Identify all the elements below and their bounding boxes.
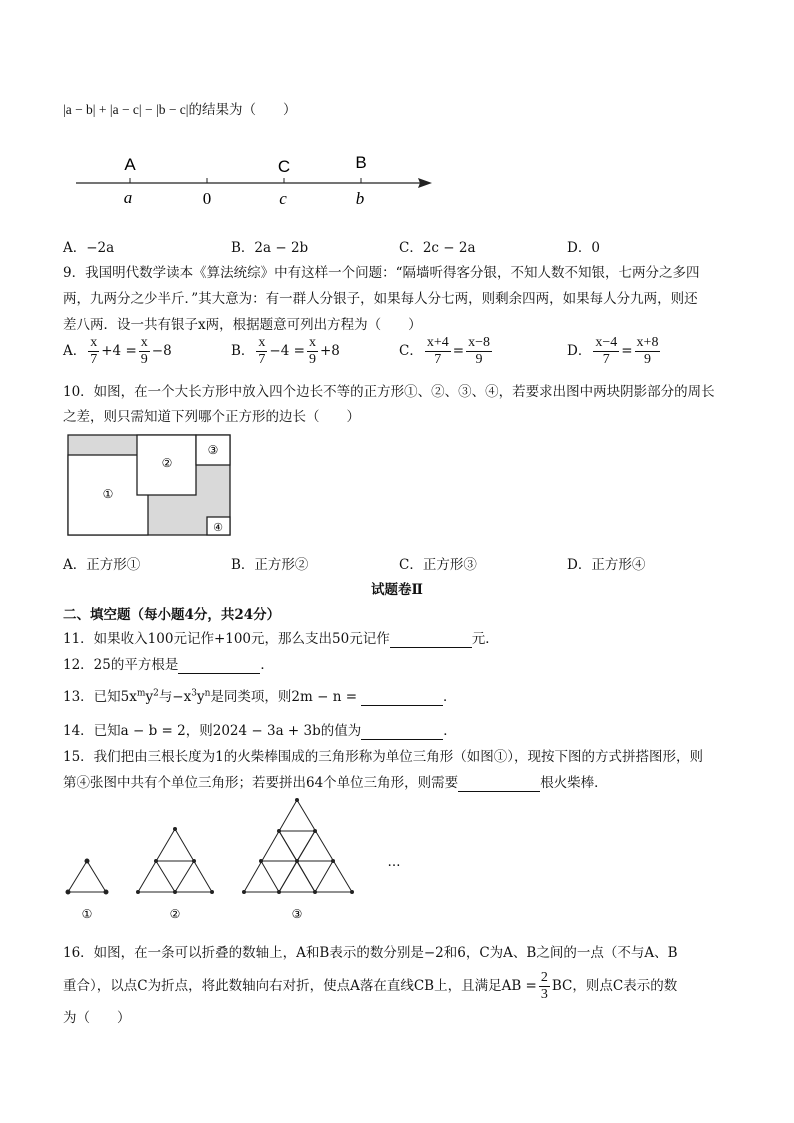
q12-answer-blank[interactable] xyxy=(178,657,260,674)
paper-title: 试题卷Ⅱ xyxy=(371,582,423,598)
q16-frac-num: 2 xyxy=(540,970,548,985)
q9-option-d-label: D． xyxy=(567,343,592,359)
q9-a-lhs-den: 7 xyxy=(90,352,98,367)
q8-stem xyxy=(63,98,297,118)
q9-b-mid: −4 = xyxy=(269,343,305,359)
q9-line-2: 两，九两分之少半斤．”其大意为：有一群人分银子，如果每人分七两，则剩余四两，如果每人分九两，则还 xyxy=(63,291,698,307)
q10-option-d[interactable]: D．正方形④ xyxy=(567,557,646,573)
value-b-label: b xyxy=(355,189,365,208)
point-B-label: B xyxy=(355,153,367,172)
q13-end: ． xyxy=(443,689,457,705)
square-1-label: ① xyxy=(102,487,114,501)
q9-a-tail: −8 xyxy=(151,343,172,359)
q9-a-lhs-num: x xyxy=(90,335,98,350)
q8-stem-text: 的结果为（ ） xyxy=(188,102,297,118)
q11-text: 11．如果收入100元记作+100元，那么支出50元记作 xyxy=(63,631,390,647)
q9-b-lhs-den: 7 xyxy=(258,352,266,367)
q10-option-a[interactable]: A．正方形① xyxy=(63,557,141,573)
figure-3-dots xyxy=(242,798,354,894)
shaded-region-top xyxy=(68,435,137,455)
q9-d-rhs-den: 9 xyxy=(644,352,651,367)
q9-b-lhs-num: x xyxy=(258,335,266,350)
q8-option-c[interactable]: C．2c − 2a xyxy=(399,240,476,256)
figure-1-label: ① xyxy=(81,907,93,921)
q8-number-line xyxy=(70,148,440,214)
q15-line-1: 15．我们把由三根长度为1的火柴棒围成的三角形称为单位三角形（如图①），现按下图的方式拼搭图形，则 xyxy=(63,749,704,765)
q16-text-1: 重合），以点C为折点，将此数轴向右对折，使点A落在直线CB上，且满足AB = xyxy=(63,978,537,994)
q9-d-mid: = xyxy=(621,343,633,359)
q10-option-c[interactable]: C．正方形③ xyxy=(399,557,477,573)
q15-line-2 xyxy=(63,771,608,792)
q15-text: 第④张图中共有个单位三角形；若要拼出64个单位三角形，则需要 xyxy=(63,775,459,791)
q13-sup-2: 2 xyxy=(153,688,159,699)
value-a-label: a xyxy=(123,188,133,207)
q9-d-lhs-den: 7 xyxy=(602,352,610,367)
q13-sup-3: 3 xyxy=(191,688,197,699)
value-0-label: 0 xyxy=(202,189,212,208)
q9-a-rhs-den: 9 xyxy=(140,352,148,367)
q9-a-rhs-num: x xyxy=(140,335,148,350)
figure-ellipsis: … xyxy=(387,855,401,870)
square-3-label: ③ xyxy=(207,443,219,457)
q10-squares-figure xyxy=(66,433,236,537)
q13-sup-n: n xyxy=(204,688,211,699)
q13-text-3: 与−x xyxy=(158,689,192,705)
q14-end: ． xyxy=(443,723,457,739)
q8-expression: |a − b| + |a − c| − |b − c| xyxy=(63,102,189,117)
q16-text-2: BC，则点C表示的数 xyxy=(551,978,678,994)
q9-option-d[interactable] xyxy=(567,335,662,368)
q16-frac-den: 3 xyxy=(540,987,548,1002)
q12-text: 12．25的平方根是 xyxy=(63,657,179,673)
figure-2-label: ② xyxy=(169,907,181,921)
q9-a-mid: +4 = xyxy=(101,343,137,359)
number-line-arrow-icon xyxy=(418,178,432,188)
q13-sup-m: m xyxy=(136,688,146,699)
q9-c-rhs-den: 9 xyxy=(475,352,483,367)
q10-option-b[interactable]: B．正方形② xyxy=(231,557,309,573)
q9-option-b-label: B． xyxy=(231,343,255,359)
q15-unit: 根火柴棒． xyxy=(540,775,608,791)
q9-option-a-label: A． xyxy=(63,343,87,359)
q13-answer-blank[interactable] xyxy=(361,689,443,706)
q9-d-rhs-num: x+8 xyxy=(636,335,659,350)
q8-option-b[interactable]: B．2a − 2b xyxy=(231,240,309,256)
q9-b-rhs-num: x xyxy=(308,335,316,350)
q13-text-5: 是同类项，则2m − n = xyxy=(210,689,358,705)
q16-line-1: 16．如图，在一条可以折叠的数轴上，A和B表示的数分别是−2和6，C为A、B之间的一点（不与A、B xyxy=(63,945,678,961)
q9-c-lhs-num: x+4 xyxy=(426,335,449,350)
q13-text-1: 13．已知5x xyxy=(63,689,137,705)
point-C-label: C xyxy=(277,157,291,176)
q8-option-d[interactable]: D．0 xyxy=(567,240,600,256)
q11 xyxy=(63,627,499,648)
figure-1 xyxy=(66,859,108,894)
figure-3 xyxy=(244,800,352,892)
section-heading: 二、填空题（每小题4分，共24分） xyxy=(63,607,281,623)
q10-line-1: 10．如图，在一个大长方形中放入四个边长不等的正方形①、②、③、④，若要求出图中两块阴影部分的周长 xyxy=(63,384,715,400)
q9-b-tail: +8 xyxy=(319,343,340,359)
q11-answer-blank[interactable] xyxy=(390,631,472,648)
q13-text-2: y xyxy=(145,689,154,705)
q15-matchstick-figures xyxy=(60,798,420,926)
q14-text: 14．已知a − b = 2，则2024 − 3a + 3b的值为 xyxy=(63,723,362,739)
q14 xyxy=(63,719,457,740)
q8-option-a[interactable]: A．−2a xyxy=(63,240,115,256)
q9-option-b[interactable] xyxy=(231,335,340,368)
q9-d-lhs-num: x−4 xyxy=(595,335,618,350)
q10-line-2: 之差，则只需知道下列哪个正方形的边长（ ） xyxy=(63,409,360,425)
q13 xyxy=(63,685,457,706)
square-4-label: ④ xyxy=(213,521,223,534)
q13-text-4: y xyxy=(196,689,205,705)
q11-unit: 元． xyxy=(471,631,499,647)
q9-line-3: 差八两．设一共有银子x两，根据题意可列出方程为（ ） xyxy=(63,317,422,333)
figure-2 xyxy=(138,829,212,892)
q12 xyxy=(63,653,274,674)
q16-line-3: 为（ ） xyxy=(63,1010,131,1026)
value-c-label: c xyxy=(279,189,287,208)
q12-end: ． xyxy=(260,657,274,673)
q9-c-mid: = xyxy=(452,343,465,359)
figure-3-label: ③ xyxy=(291,907,303,921)
q9-option-c-label: C． xyxy=(399,343,423,359)
q14-answer-blank[interactable] xyxy=(361,723,443,740)
q9-c-rhs-num: x−8 xyxy=(468,335,490,350)
square-2-label: ② xyxy=(161,456,173,470)
q9-option-c[interactable] xyxy=(399,335,494,368)
q9-b-rhs-den: 9 xyxy=(308,352,316,367)
q9-option-a[interactable] xyxy=(63,335,172,368)
q9-line-1: 9．我国明代数学读本《算法统综》中有这样一个问题：“隔墙听得客分银，不知人数不知银，七两分之多四 xyxy=(63,265,700,281)
q16-line-2 xyxy=(63,970,677,1003)
point-A-label: A xyxy=(124,155,136,174)
q9-c-lhs-den: 7 xyxy=(434,352,442,367)
q15-answer-blank[interactable] xyxy=(458,775,540,792)
